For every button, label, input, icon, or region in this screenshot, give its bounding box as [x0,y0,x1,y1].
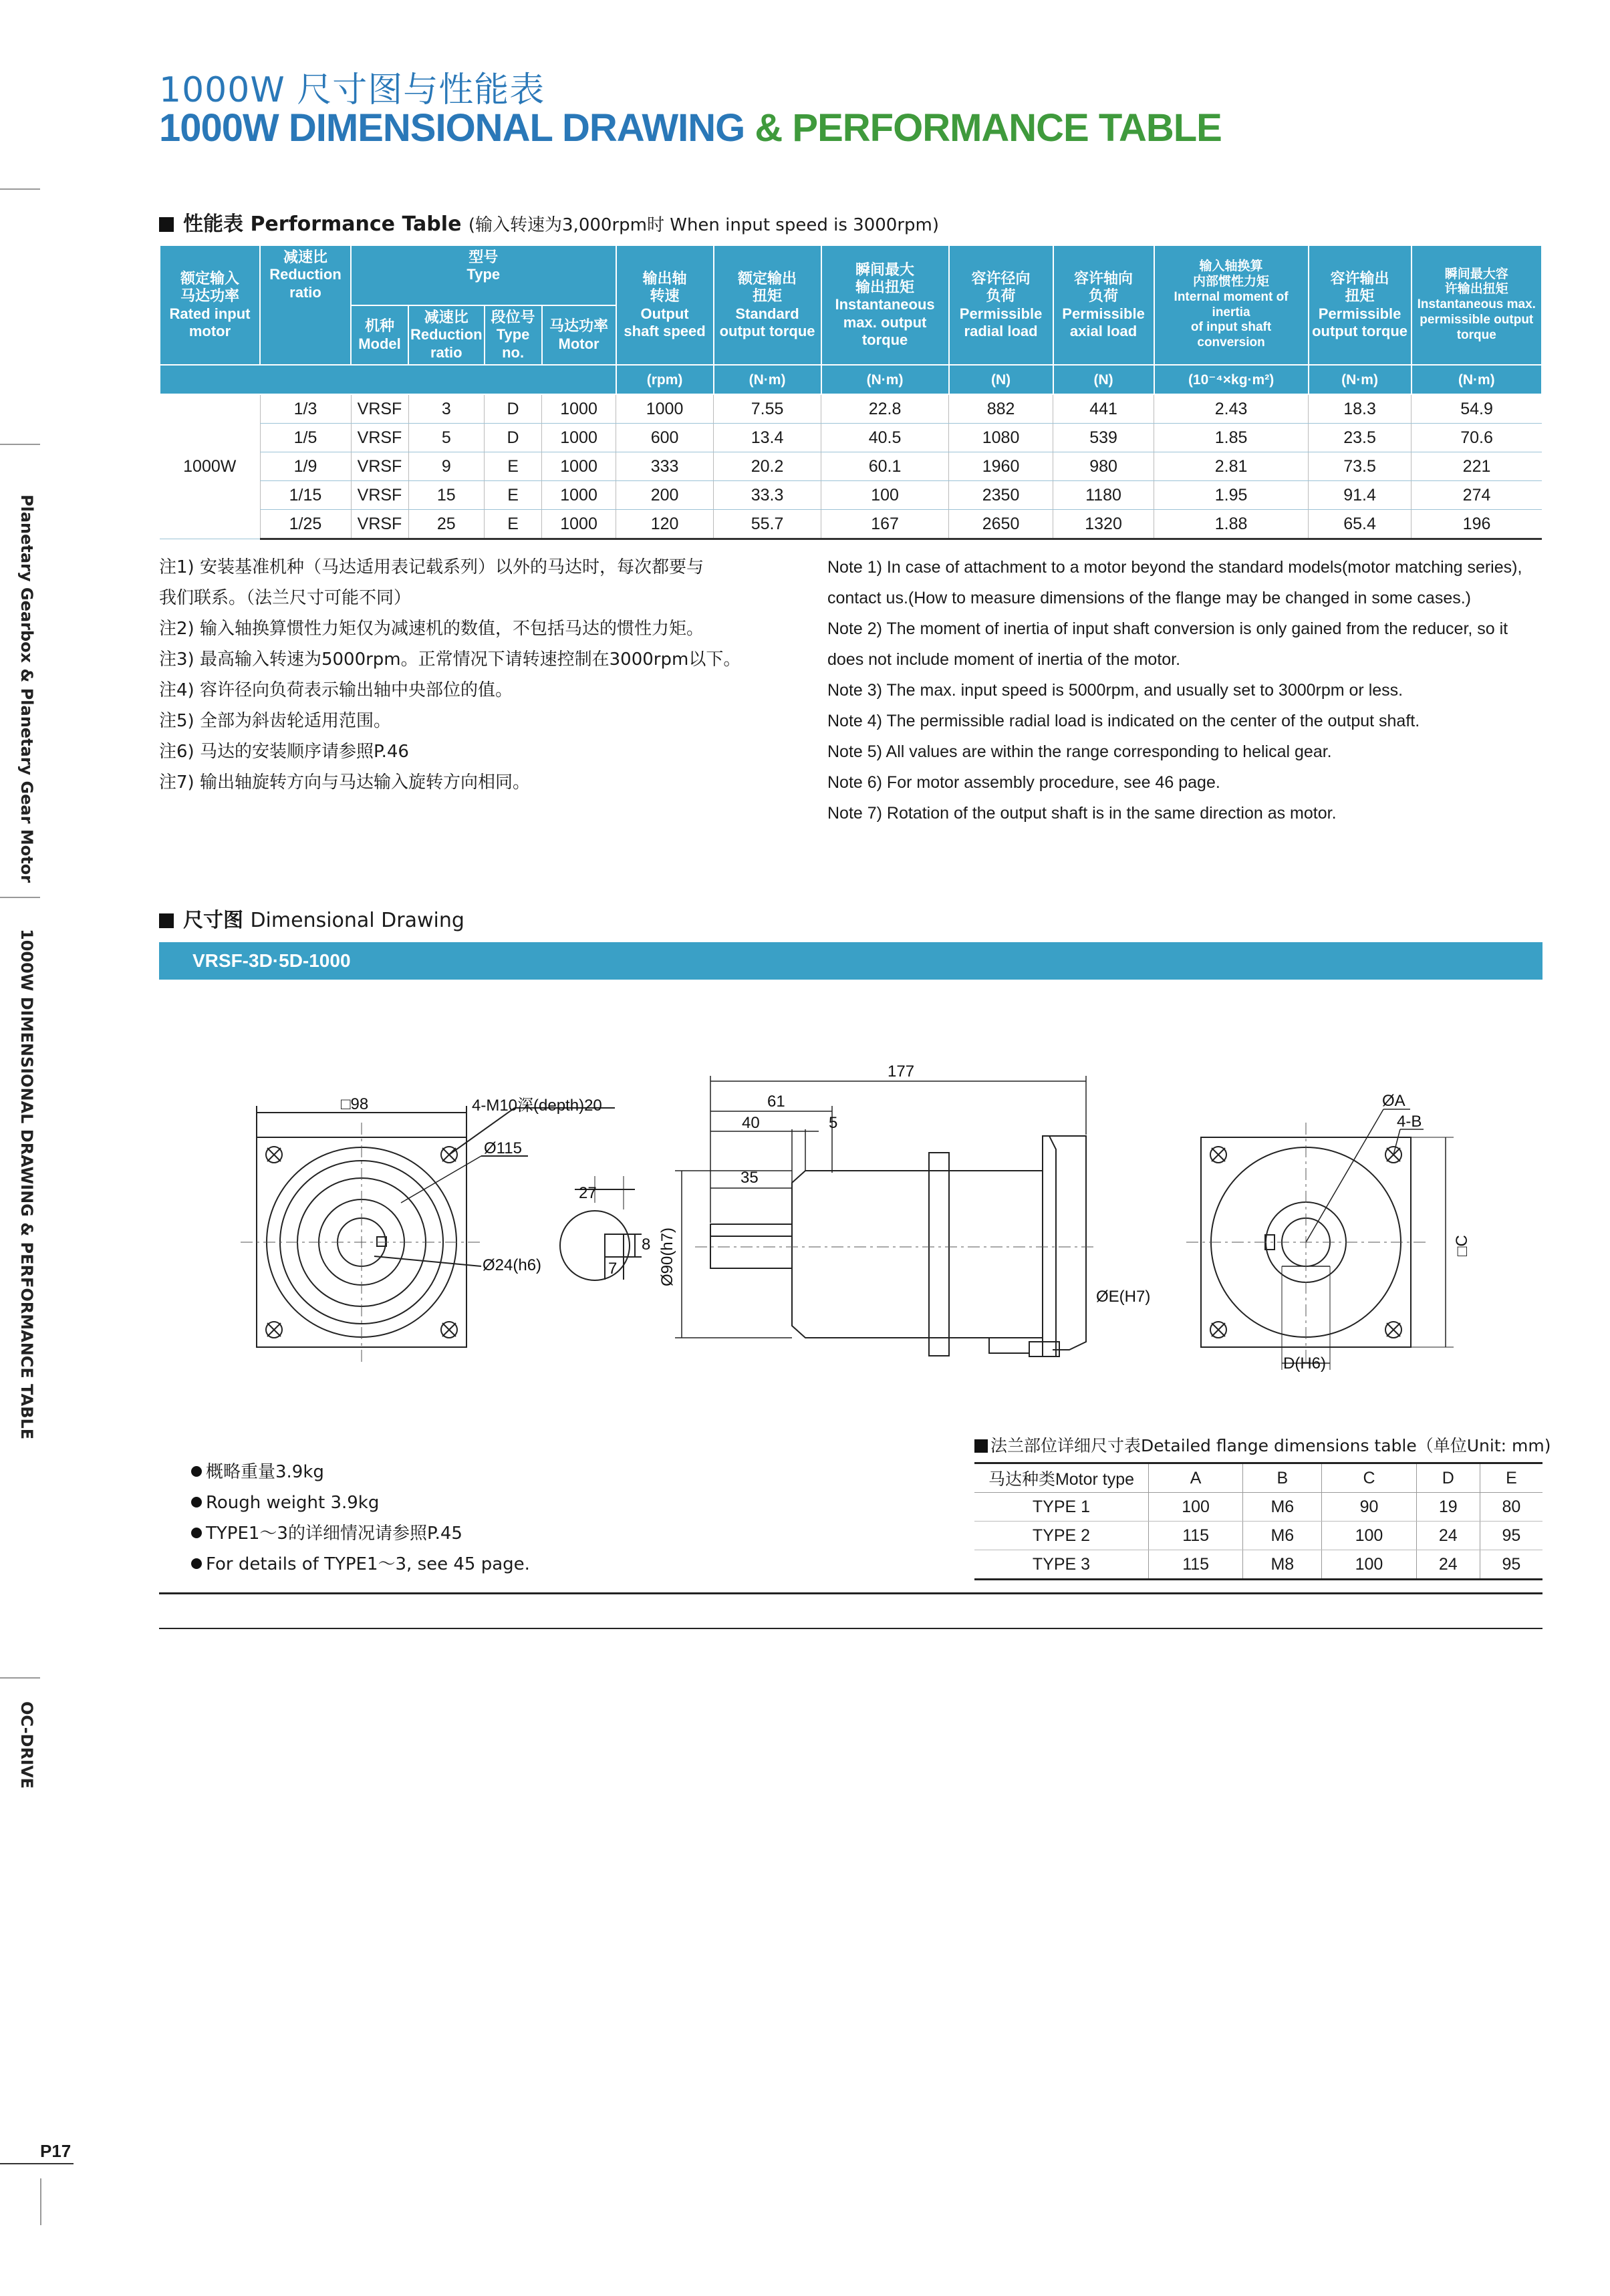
note-line: 注2) 输入轴换算惯性力矩仅为减速机的数值，不包括马达的惯性力矩。 [159,619,704,639]
table-cell: E [485,481,542,510]
unit-nm: (N·m) [1309,365,1412,394]
flange-header-cell: E [1480,1463,1542,1493]
table-cell: 60.1 [821,452,949,481]
note-line: Note 3) The max. input speed is 5000rpm, and usually set to 3000rpm or less. [827,681,1403,700]
table-cell: VRSF [351,424,408,452]
table-cell: 1320 [1053,510,1154,539]
label-sqC: □C [1453,1235,1471,1256]
th-axial-load: 容许轴向 负荷 Permissible axial load [1053,245,1154,365]
flange-header-cell: B [1243,1463,1322,1493]
label-l61: 61 [767,1093,785,1111]
table-cell: TYPE 2 [974,1522,1149,1550]
table-cell: 54.9 [1412,394,1542,424]
page-title-cn: 1000W 尺寸图与性能表 [159,70,545,110]
bullet-dot-icon [191,1528,202,1538]
bullet-item [191,1487,530,1518]
note-line: 注3) 最高输入转速为5000rpm。正常情况下请转速控制在3000rpm以下。 [159,650,741,670]
th-reduction-ratio: 减速比 Reduction ratio [260,245,351,365]
table-cell: D [485,424,542,452]
bullet-text: TYPE1～3的详细情况请参照P.45 [206,1524,462,1544]
th-type-no: 段位号 Type no. [485,305,542,365]
title-en-part2: PERFORMANCE TABLE [792,106,1222,150]
heading-square-icon [974,1439,988,1453]
note-line: Note 7) Rotation of the output shaft is in the same direction as motor. [827,804,1337,823]
rated-power-cell: 1000W [160,394,260,539]
label-b4: 4-B [1397,1113,1422,1131]
label-k8: 8 [642,1236,651,1254]
note-line: Note 2) The moment of inertia of input shaft conversion is only gained from the reducer, so it [827,619,1508,638]
page-margin-tick [40,2178,41,2225]
table-cell: 20.2 [714,452,821,481]
table-cell: M6 [1243,1493,1322,1522]
th-radial-load: 容许径向 负荷 Permissible radial load [949,245,1053,365]
table-cell: 115 [1149,1522,1243,1550]
bottom-rule-thick [159,1592,1542,1594]
table-row [974,1493,1542,1522]
note-line: Note 1) In case of attachment to a motor beyond the standard models(motor matching series), [827,558,1522,577]
table-cell: 539 [1053,424,1154,452]
table-cell: 33.3 [714,481,821,510]
table-cell: 2350 [949,481,1053,510]
label-d24: Ø24(h6) [483,1256,542,1274]
table-cell: 18.3 [1309,394,1412,424]
front-view-flange [257,1106,618,1347]
unit-nm: (N·m) [1412,365,1542,394]
rear-view-flange [1201,1109,1454,1370]
table-cell: 1/5 [260,424,351,452]
th-type: 型号 Type [351,245,616,305]
flange-table-body [974,1493,1542,1580]
table-cell: 7.55 [714,394,821,424]
table-cell: VRSF [351,394,408,424]
note-line: 注6) 马达的安装顺序请参照P.46 [159,742,409,762]
th-inertia: 输入轴换算 内部惯性力矩 Internal moment of inertia of input shaft conversion [1154,245,1309,365]
bullet-text: 概略重量3.9kg [206,1462,324,1482]
table-cell: 1000 [616,394,714,424]
table-cell: 221 [1412,452,1542,481]
table-cell: 1/3 [260,394,351,424]
table-cell: 15 [408,481,485,510]
unit-nm: (N·m) [714,365,821,394]
model-name: VRSF-3D·5D-1000 [192,950,351,971]
flange-table [974,1462,1542,1580]
bottom-rule [159,1628,1542,1629]
table-cell: 333 [616,452,714,481]
table-cell: 1/9 [260,452,351,481]
table-cell: 1/15 [260,481,351,510]
page-number: P17 [40,2141,72,2161]
th-instant-torque: 瞬间最大 输出扭矩 Instantaneous max. output torque [821,245,949,365]
label-l35: 35 [741,1169,759,1187]
table-cell: 980 [1053,452,1154,481]
table-cell: 90 [1322,1493,1416,1522]
table-cell: M8 [1243,1550,1322,1580]
label-dA: ØA [1382,1092,1405,1110]
table-cell: VRSF [351,510,408,539]
table-cell: 24 [1416,1550,1480,1580]
table-cell: M6 [1243,1522,1322,1550]
unit-n: (N) [1053,365,1154,394]
note-line: 注4) 容许径向负荷表示输出轴中央部位的值。 [159,680,513,700]
table-cell: 5 [408,424,485,452]
table-cell: VRSF [351,452,408,481]
bullet-dot-icon [191,1558,202,1569]
label-l177: 177 [888,1062,915,1081]
table-cell: 120 [616,510,714,539]
note-line: Note 6) For motor assembly procedure, see 46 page. [827,773,1220,792]
note-line: contact us.(How to measure dimensions of the flange may be changed in some cases.) [827,589,1472,607]
table-cell: 1960 [949,452,1053,481]
note-line: 注5) 全部为斜齿轮适用范围。 [159,711,391,731]
table-cell: D [485,394,542,424]
table-cell: 95 [1480,1550,1542,1580]
table-cell: 196 [1412,510,1542,539]
table-cell: 9 [408,452,485,481]
table-cell: 1.95 [1154,481,1309,510]
label-m10: 4-M10深(depth)20 [472,1097,602,1115]
table-cell: 200 [616,481,714,510]
bullet-dot-icon [191,1497,202,1508]
table-row [974,1550,1542,1580]
side-label-brand: OC-DRIVE [17,1701,36,1789]
table-cell: 100 [1322,1522,1416,1550]
table-row [974,1522,1542,1550]
flange-header-cell: 马达种类Motor type [974,1463,1149,1493]
flange-table-title [974,1433,1551,1457]
table-cell: 1000 [542,452,616,481]
drawing-heading-cn: 尺寸图 [183,909,243,932]
table-cell: 600 [616,424,714,452]
table-cell: 23.5 [1309,424,1412,452]
side-label-section: 1000W DIMENSIONAL DRAWING & PERFORMANCE TABLE [17,929,36,1440]
drawing-heading-en: Dimensional Drawing [250,909,464,932]
table-cell: E [485,510,542,539]
table-cell: 55.7 [714,510,821,539]
performance-heading-text: 性能表 Performance Table [183,212,462,236]
side-label-product: Planetary Gearbox & Planetary Gear Motor [17,494,36,883]
label-l40: 40 [742,1114,760,1132]
table-cell: 24 [1416,1522,1480,1550]
table-cell: 1.85 [1154,424,1309,452]
unit-rpm: (rpm) [616,365,714,394]
table-cell: 25 [408,510,485,539]
table-cell: 73.5 [1309,452,1412,481]
note-line: 我们联系。（法兰尺寸可能不同） [159,588,412,608]
table-cell: 40.5 [821,424,949,452]
table-cell: VRSF [351,481,408,510]
table-cell: 1180 [1053,481,1154,510]
table-cell: 1000 [542,424,616,452]
table-cell: 167 [821,510,949,539]
th-output-speed: 输出轴 转速 Output shaft speed [616,245,714,365]
bullet-item [191,1457,530,1487]
note-line: Note 5) All values are within the range corresponding to helical gear. [827,742,1332,761]
bullet-item [191,1518,530,1549]
label-d90: Ø90(h7) [658,1227,676,1286]
table-cell: 22.8 [821,394,949,424]
page-number-rule [0,2163,74,2164]
flange-header-cell: A [1149,1463,1243,1493]
label-k27: 27 [579,1184,597,1202]
table-cell: 13.4 [714,424,821,452]
table-cell: 1.88 [1154,510,1309,539]
th-rated-power: 额定输入 马达功率 Rated input motor [160,245,260,365]
table-cell: 274 [1412,481,1542,510]
th-perm-torque: 容许输出 扭矩 Permissible output torque [1309,245,1412,365]
shaft-key-detail [560,1176,642,1280]
th-perm-instant-torque: 瞬间最大容 许输出扭矩 Instantaneous max. permissible output torque [1412,245,1542,365]
table-cell: E [485,452,542,481]
title-en-part1: 1000W DIMENSIONAL DRAWING [159,106,745,150]
table-cell: TYPE 3 [974,1550,1149,1580]
table-cell: 100 [1149,1493,1243,1522]
bullet-item [191,1549,530,1580]
label-d115: Ø115 [484,1139,522,1157]
bullet-text: Rough weight 3.9kg [206,1493,380,1513]
table-cell: 2.43 [1154,394,1309,424]
label-dD: D(H6) [1283,1354,1326,1373]
table-cell: 1000 [542,394,616,424]
label-dE: ØE(H7) [1096,1288,1151,1306]
table-cell: 2.81 [1154,452,1309,481]
title-en-amp: & [745,106,793,150]
table-cell: 1000 [542,481,616,510]
label-k7: 7 [608,1260,618,1278]
label-l5: 5 [829,1114,838,1132]
bullet-text: For details of TYPE1～3, see 45 page. [206,1554,530,1574]
table-cell: TYPE 1 [974,1493,1149,1522]
flange-title-text: 法兰部位详细尺寸表Detailed flange dimensions table（单位Unit: mm) [990,1436,1551,1455]
unit-inertia: (10⁻⁴×kg·m²) [1154,365,1309,394]
th-standard-torque: 额定输出 扭矩 Standard output torque [714,245,821,365]
table-cell: 95 [1480,1522,1542,1550]
table-cell: 441 [1053,394,1154,424]
table-cell: 882 [949,394,1053,424]
bullet-dot-icon [191,1466,202,1477]
table-cell: 1000 [542,510,616,539]
weight-info-list [191,1457,530,1580]
th-type-model: 机种 Model [351,305,408,365]
note-line: does not include moment of inertia of the motor. [827,650,1181,669]
side-dimension-lines [675,1076,1086,1338]
unit-nm: (N·m) [821,365,949,394]
flange-header-cell: C [1322,1463,1416,1493]
flange-header-cell: D [1416,1463,1480,1493]
label-sq98: □98 [341,1095,369,1113]
side-view-gearbox [710,1136,1086,1356]
table-cell: 65.4 [1309,510,1412,539]
table-cell: 19 [1416,1493,1480,1522]
th-type-motor: 马达功率 Motor [542,305,616,365]
table-cell: 100 [821,481,949,510]
table-cell: 91.4 [1309,481,1412,510]
note-line: 注1) 安装基准机种（马达适用表记载系列）以外的马达时，每次都要与 [159,557,704,577]
table-cell: 70.6 [1412,424,1542,452]
table-cell: 100 [1322,1550,1416,1580]
unit-n: (N) [949,365,1053,394]
note-line: 注7) 输出轴旋转方向与马达输入旋转方向相同。 [159,772,530,793]
flange-table-header [974,1463,1542,1493]
table-cell: 115 [1149,1550,1243,1580]
performance-subheading: (输入转速为3,000rpm时 When input speed is 3000rpm) [468,215,939,235]
th-type-ratio: 减速比 Reduction ratio [408,305,485,365]
table-cell: 2650 [949,510,1053,539]
table-cell: 3 [408,394,485,424]
table-cell: 80 [1480,1493,1542,1522]
note-line: Note 4) The permissible radial load is indicated on the center of the output shaft. [827,712,1420,730]
table-cell: 1080 [949,424,1053,452]
table-cell: 1/25 [260,510,351,539]
